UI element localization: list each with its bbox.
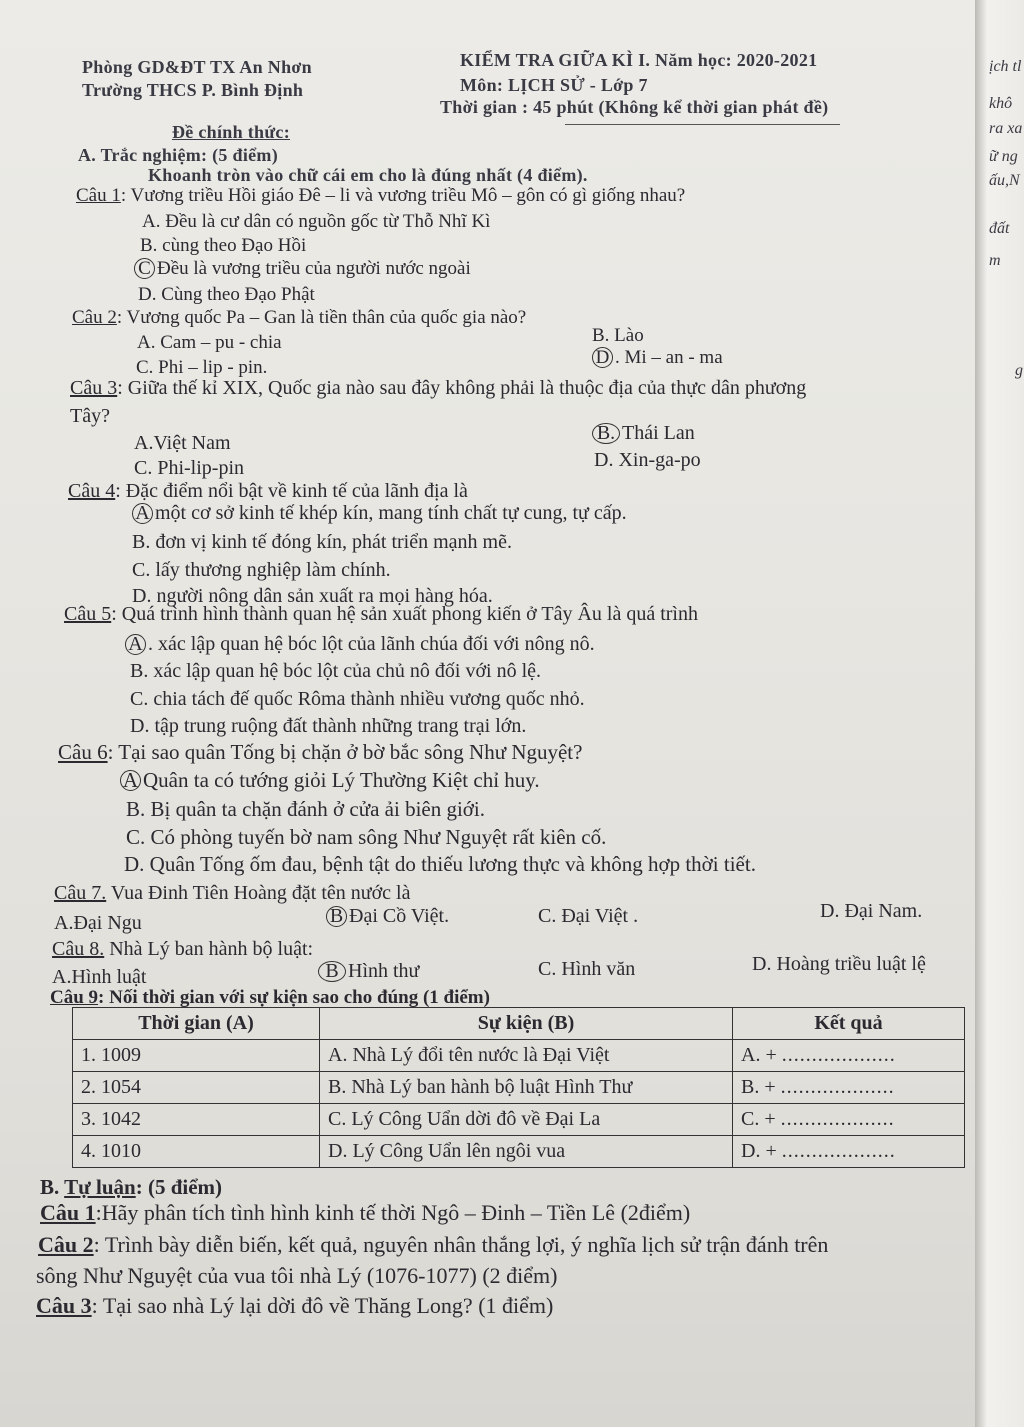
adjacent-page-edge bbox=[975, 0, 1024, 1427]
table-cell: A. + ................... bbox=[733, 1040, 965, 1072]
q5-option-d: D. tập trung ruộng đất thành những trang trại lớn. bbox=[130, 715, 527, 737]
edge-text: ữ ng bbox=[989, 148, 1018, 165]
essay-question-2-cont: sông Như Nguyệt của vua tôi nhà Lý (1076-1077) (2 điểm) bbox=[36, 1263, 558, 1288]
q4-option-b: B. đơn vị kinh tế đóng kín, phát triển mạnh mẽ. bbox=[132, 531, 512, 553]
q7-option-b: B Đại Cồ Việt. bbox=[326, 905, 449, 928]
q4-option-d: D. người nông dân sản xuất ra mọi hàng hóa. bbox=[132, 585, 493, 607]
answer-circle: C bbox=[134, 258, 155, 279]
answer-circle: B. bbox=[592, 423, 620, 444]
edge-text: g bbox=[1015, 362, 1023, 379]
q8-option-c: C. Hình văn bbox=[538, 958, 636, 980]
edge-text: khô bbox=[989, 95, 1013, 112]
q1-option-c: C Đều là vương triều của người nước ngoài bbox=[134, 258, 471, 280]
q6-option-a: A Quân ta có tướng giỏi Lý Thường Kiệt chỉ huy. bbox=[120, 768, 540, 792]
q8-option-b: B Hình thư bbox=[318, 960, 419, 983]
section-b-title: B. Tự luận: (5 điểm) bbox=[40, 1175, 223, 1199]
table-row bbox=[73, 1136, 965, 1168]
question-9: Câu 9: Nối thời gian với sự kiện sao cho đúng (1 điểm) bbox=[50, 987, 490, 1008]
subject: Môn: LỊCH SỬ - Lớp 7 bbox=[460, 75, 648, 95]
edge-text: ấu,N bbox=[989, 172, 1020, 189]
q8-option-a: A.Hình luật bbox=[52, 966, 147, 988]
q2-option-d: D . Mi – an - ma bbox=[592, 347, 723, 369]
answer-circle: B bbox=[326, 906, 347, 927]
q2-option-b: B. Lào bbox=[592, 325, 644, 346]
q3-option-c: C. Phi-lip-pin bbox=[134, 457, 245, 479]
table-cell: C. + ................... bbox=[733, 1104, 965, 1136]
question-7: Câu 7. Vua Đinh Tiên Hoàng đặt tên nước là bbox=[54, 882, 411, 904]
section-a-title: A. Trắc nghiệm: (5 điểm) bbox=[78, 145, 279, 165]
q1-option-d: D. Cùng theo Đạo Phật bbox=[138, 284, 315, 305]
answer-circle: A bbox=[120, 770, 141, 791]
matching-table bbox=[72, 1007, 965, 1168]
table-cell: C. Lý Công Uẩn dời đô về Đại La bbox=[320, 1104, 733, 1136]
q7-option-a: A.Đại Ngu bbox=[54, 912, 142, 934]
q7-option-d: D. Đại Nam. bbox=[820, 900, 923, 922]
q4-option-a: A một cơ sở kinh tế khép kín, mang tính chất tự cung, tự cấp. bbox=[132, 502, 627, 525]
table-cell: A. Nhà Lý đổi tên nước là Đại Việt bbox=[320, 1040, 733, 1072]
header-rule bbox=[565, 124, 840, 125]
question-4: Câu 4: Đặc điểm nổi bật về kinh tế của lãnh địa là bbox=[68, 480, 468, 502]
q5-option-b: B. xác lập quan hệ bóc lột của chủ nô đối với nô lệ. bbox=[130, 660, 542, 682]
answer-circle: B bbox=[318, 961, 346, 982]
q5-option-c: C. chia tách đế quốc Rôma thành nhiều vương quốc nhỏ. bbox=[130, 688, 585, 710]
table-cell: B. + ................... bbox=[733, 1072, 965, 1104]
q7-option-c: C. Đại Việt . bbox=[538, 905, 639, 927]
table-header-row bbox=[73, 1008, 965, 1040]
table-cell: D. Lý Công Uẩn lên ngôi vua bbox=[320, 1136, 733, 1168]
question-5: Câu 5: Quá trình hình thành quan hệ sản xuất phong kiến ở Tây Âu là quá trình bbox=[64, 603, 698, 625]
column-header: Sự kiện (B) bbox=[320, 1008, 733, 1040]
question-2: Câu 2: Vương quốc Pa – Gan là tiền thân của quốc gia nào? bbox=[72, 307, 527, 328]
q3-option-b: B. Thái Lan bbox=[592, 422, 695, 445]
question-1: Câu 1: Vương triều Hồi giáo Đê – li và vương triều Mô – gôn có gì giống nhau? bbox=[76, 185, 686, 206]
section-a-instruction: Khoanh tròn vào chữ cái em cho là đúng nhất (4 điểm). bbox=[148, 165, 588, 185]
question-8: Câu 8. Nhà Lý ban hành bộ luật: bbox=[52, 938, 314, 960]
q2-option-c: C. Phi – lip - pin. bbox=[136, 357, 268, 378]
question-6: Câu 6: Tại sao quân Tống bị chặn ở bờ bắc sông Như Nguyệt? bbox=[58, 740, 583, 764]
q5-option-a: A . xác lập quan hệ bóc lột của lãnh chúa đối với nông nô. bbox=[125, 633, 595, 656]
edge-text: đất bbox=[989, 220, 1010, 237]
q8-option-d: D. Hoàng triều luật lệ bbox=[752, 953, 926, 975]
table-cell: 2. 1054 bbox=[73, 1072, 320, 1104]
table-cell: 1. 1009 bbox=[73, 1040, 320, 1072]
column-header: Thời gian (A) bbox=[73, 1008, 320, 1040]
answer-circle: D bbox=[592, 347, 613, 368]
question-3: Câu 3: Giữa thế kỉ XIX, Quốc gia nào sau đây không phải là thuộc địa của thực dân phương bbox=[70, 377, 807, 399]
table-row bbox=[73, 1072, 965, 1104]
dept-name: Phòng GD&ĐT TX An Nhơn bbox=[82, 57, 312, 77]
official-label: Đề chính thức: bbox=[172, 122, 291, 142]
question-3-cont: Tây? bbox=[70, 405, 110, 427]
essay-question-2: Câu 2: Trình bày diễn biến, kết quả, nguyên nhân thắng lợi, ý nghĩa lịch sử trận đánh trên bbox=[38, 1232, 829, 1257]
column-header: Kết quả bbox=[733, 1008, 965, 1040]
answer-circle: A bbox=[125, 634, 146, 655]
essay-question-1: Câu 1:Hãy phân tích tình hình kinh tế thời Ngô – Đinh – Tiền Lê (2điểm) bbox=[40, 1200, 691, 1225]
essay-question-3: Câu 3: Tại sao nhà Lý lại dời đô về Thăng Long? (1 điểm) bbox=[36, 1293, 554, 1318]
q4-option-c: C. lấy thương nghiệp làm chính. bbox=[132, 559, 391, 581]
q6-option-d: D. Quân Tống ốm đau, bệnh tật do thiếu lương thực và không hợp thời tiết. bbox=[124, 852, 756, 876]
table-cell: 4. 1010 bbox=[73, 1136, 320, 1168]
table-row bbox=[73, 1040, 965, 1072]
q1-option-a: A. Đều là cư dân có nguồn gốc từ Thỗ Nhĩ Kì bbox=[142, 211, 491, 232]
edge-text: m bbox=[989, 252, 1001, 269]
q6-option-c: C. Có phòng tuyến bờ nam sông Như Nguyệt rất kiên cố. bbox=[126, 825, 607, 849]
table-cell: D. + ................... bbox=[733, 1136, 965, 1168]
exam-time: Thời gian : 45 phút (Không kể thời gian phát đề) bbox=[440, 97, 829, 117]
q3-option-a: A.Việt Nam bbox=[134, 432, 231, 454]
answer-circle: A bbox=[132, 503, 153, 524]
table-row bbox=[73, 1104, 965, 1136]
edge-text: ịch tl bbox=[989, 58, 1022, 75]
exam-title: KIỂM TRA GIỮA KÌ I. Năm học: 2020-2021 bbox=[460, 50, 818, 70]
q6-option-b: B. Bị quân ta chặn đánh ở cửa ải biên giới. bbox=[126, 797, 485, 821]
q3-option-d: D. Xin-ga-po bbox=[594, 449, 701, 471]
school-name: Trường THCS P. Bình Định bbox=[82, 80, 304, 100]
table-cell: 3. 1042 bbox=[73, 1104, 320, 1136]
q2-option-a: A. Cam – pu - chia bbox=[137, 332, 282, 353]
q1-option-b: B. cùng theo Đạo Hồi bbox=[140, 235, 307, 256]
table-cell: B. Nhà Lý ban hành bộ luật Hình Thư bbox=[320, 1072, 733, 1104]
edge-text: ra xa bbox=[989, 120, 1023, 137]
